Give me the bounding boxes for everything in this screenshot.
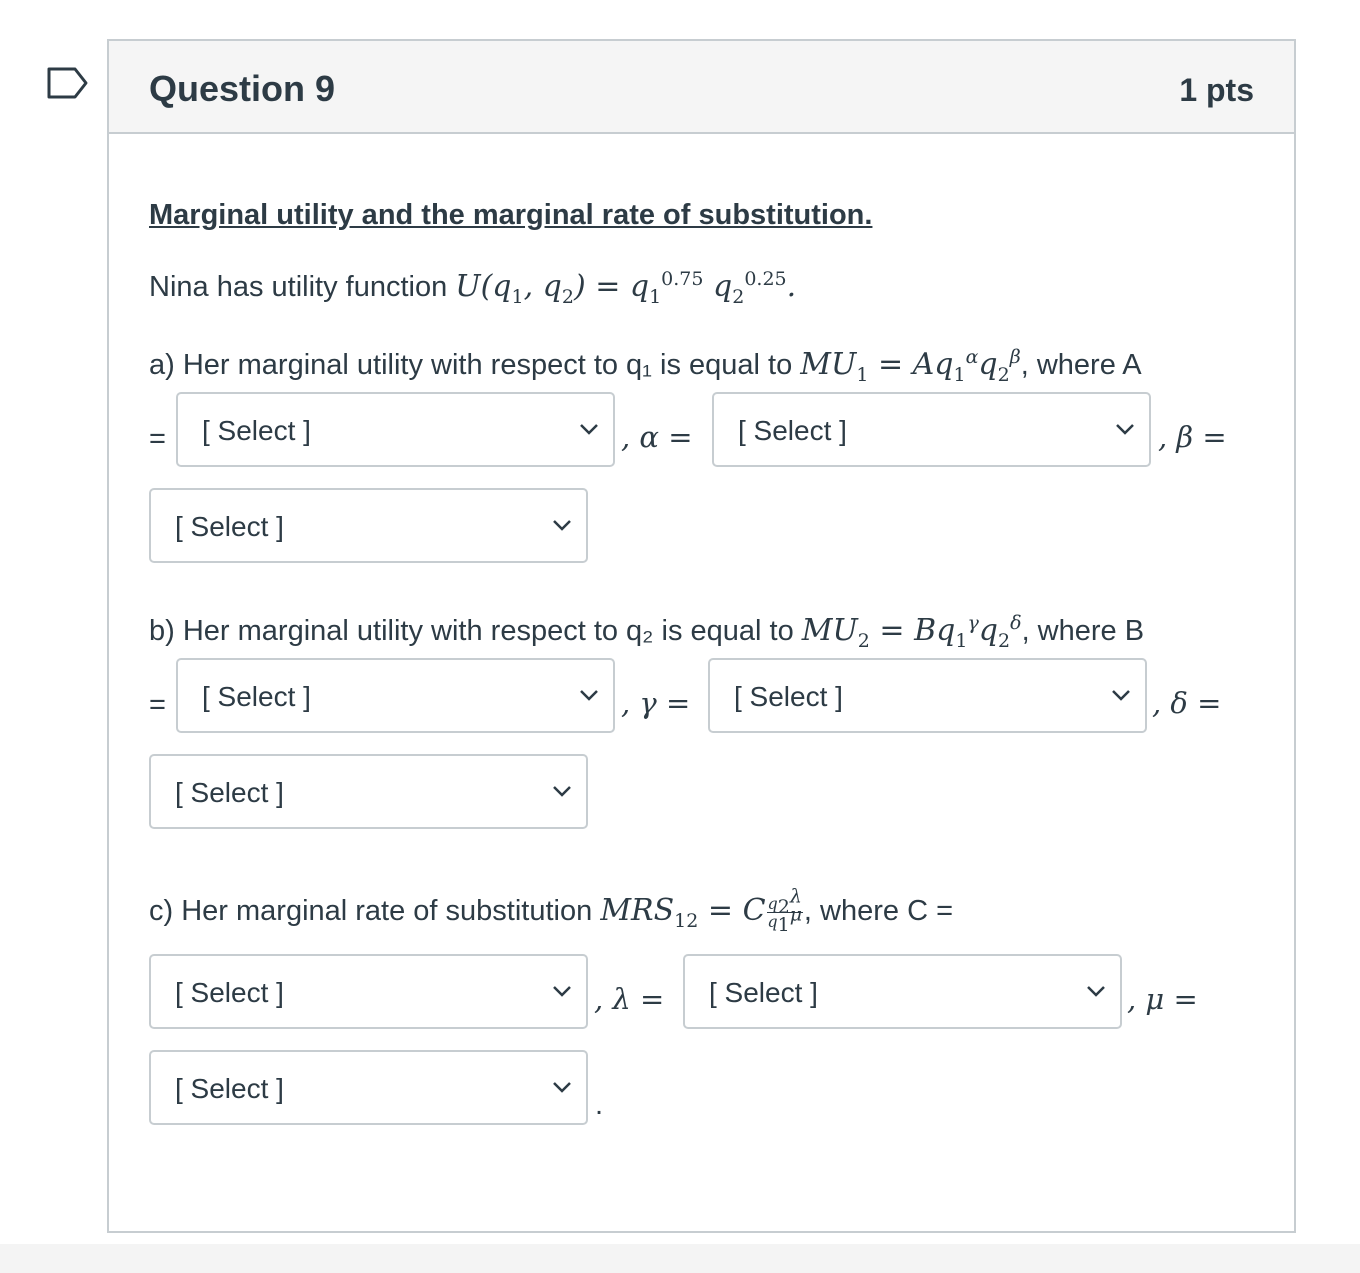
select-label: [ Select ] xyxy=(175,511,284,542)
chevron-down-icon xyxy=(1111,688,1131,702)
chevron-down-icon xyxy=(1086,984,1106,998)
mu2-formula: $MU_2 = Bq_1^\gamma q_2^\delta$ xyxy=(801,612,1022,652)
utility-formula: $U(q_1$, $q_2) = q_1^{0.75}$ $q_2^{0.25}$. xyxy=(455,268,797,308)
part-c-text: c) Her marginal rate of substitution xyxy=(149,895,593,927)
select-c-lambda[interactable] xyxy=(683,954,1122,1029)
select-b-gamma[interactable] xyxy=(708,658,1147,733)
select-label: [ Select ] xyxy=(175,777,284,808)
select-label: [ Select ] xyxy=(175,977,284,1008)
page-bottom-band xyxy=(0,1244,1360,1273)
select-a-beta[interactable] xyxy=(149,488,588,563)
question-card xyxy=(107,39,1296,1233)
mrs-formula: $MRS_{12} = C$ $\frac{q_2^\lambda}{q_1^\mu}$ xyxy=(600,885,803,936)
question-points: 1 pts xyxy=(1179,72,1254,108)
select-c-C[interactable] xyxy=(149,954,588,1029)
select-b-B[interactable] xyxy=(176,658,615,733)
gamma-label: , γ = xyxy=(621,686,691,720)
mu1-formula: $MU_1 = Aq_1^\alpha q_2^\beta$ xyxy=(800,346,1021,386)
part-b-where: , where B xyxy=(1021,615,1145,647)
chevron-down-icon xyxy=(1115,422,1135,436)
bookmark-flag-icon[interactable] xyxy=(46,66,90,100)
chevron-down-icon xyxy=(552,984,572,998)
question-header xyxy=(109,41,1294,134)
part-a-line xyxy=(149,346,1142,386)
part-b-line xyxy=(149,612,1145,652)
question-title: Question 9 xyxy=(149,68,336,109)
select-b-delta[interactable] xyxy=(149,754,588,829)
select-label: [ Select ] xyxy=(202,415,311,446)
select-a-alpha[interactable] xyxy=(712,392,1151,467)
mu-label: , μ = xyxy=(1127,982,1198,1016)
chevron-down-icon xyxy=(579,688,599,702)
chevron-down-icon xyxy=(552,518,572,532)
part-a-where: , where A xyxy=(1020,349,1142,381)
period: . xyxy=(595,1089,604,1121)
select-label: [ Select ] xyxy=(734,681,843,712)
question-heading: Marginal utility and the marginal rate of substitution. xyxy=(149,199,873,231)
chevron-down-icon xyxy=(552,1080,572,1094)
intro-text: Nina has utility function xyxy=(149,271,448,303)
select-label: [ Select ] xyxy=(202,681,311,712)
chevron-down-icon xyxy=(552,784,572,798)
select-a-A[interactable] xyxy=(176,392,615,467)
part-a-text: a) Her marginal utility with respect to q₁ is equal to xyxy=(149,349,793,381)
part-b-text: b) Her marginal utility with respect to q₂ is equal to xyxy=(149,615,794,647)
part-c-where: , where C = xyxy=(803,895,954,927)
select-c-mu[interactable] xyxy=(149,1050,588,1125)
select-label: [ Select ] xyxy=(175,1073,284,1104)
select-label: [ Select ] xyxy=(709,977,818,1008)
part-b-equals: = xyxy=(149,689,166,721)
beta-label: , β = xyxy=(1158,420,1227,454)
chevron-down-icon xyxy=(579,422,599,436)
intro-line xyxy=(149,268,797,308)
lambda-label: , λ = xyxy=(594,982,665,1016)
alpha-label: , α = xyxy=(621,420,693,454)
part-a-equals: = xyxy=(149,423,166,455)
delta-label: , δ = xyxy=(1152,686,1222,720)
select-label: [ Select ] xyxy=(738,415,847,446)
part-c-line xyxy=(149,885,954,936)
